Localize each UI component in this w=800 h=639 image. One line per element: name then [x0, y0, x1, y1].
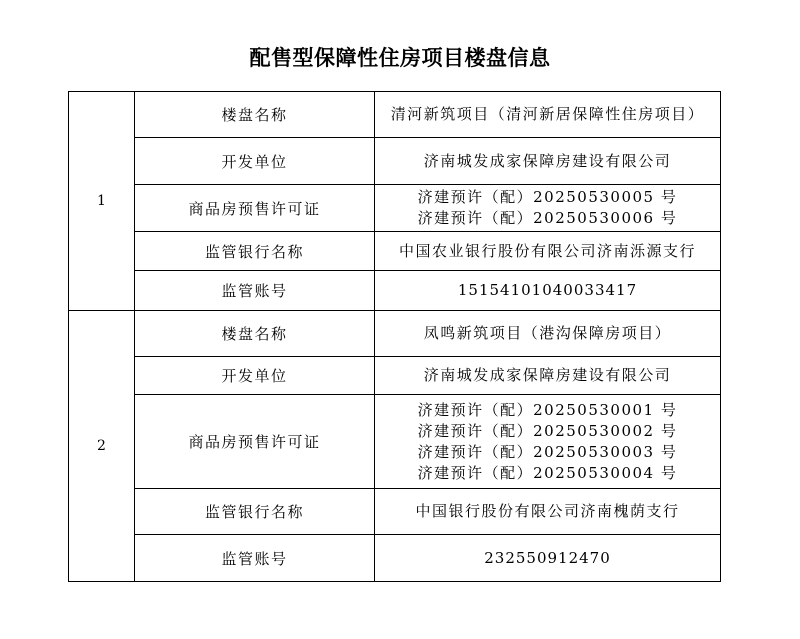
field-value-account: [375, 535, 721, 582]
project-index-cell: 1: [69, 92, 135, 311]
value-line: 济建预许（配）20250530005 号: [417, 188, 678, 206]
value-line: 济建预许（配）20250530004 号: [417, 463, 678, 482]
value-line: 济建预许（配）20250530002 号: [417, 421, 678, 440]
value-line: 232550912470: [484, 548, 611, 567]
field-value-building-name: [375, 311, 721, 357]
field-value-developer: [375, 138, 721, 185]
field-value-presale-permit: [375, 395, 721, 489]
field-value-account: [375, 271, 721, 311]
project-info-table: [68, 91, 721, 582]
field-label-bank-name: 监管银行名称: [135, 489, 375, 535]
table-row: [69, 271, 721, 311]
field-label-developer: 开发单位: [135, 138, 375, 185]
project-index-cell: 2: [69, 311, 135, 582]
table-row: [69, 535, 721, 582]
table-row: [69, 138, 721, 185]
field-label-presale-permit: 商品房预售许可证: [135, 185, 375, 232]
field-label-bank-name: 监管银行名称: [135, 232, 375, 271]
field-label-presale-permit: 商品房预售许可证: [135, 395, 375, 489]
table-row: [69, 357, 721, 395]
field-value-bank-name: [375, 489, 721, 535]
value-line: 中国银行股份有限公司济南槐荫支行: [415, 502, 680, 520]
table-row: [69, 395, 721, 489]
value-line: 济建预许（配）20250530003 号: [417, 442, 678, 461]
value-line: 清河新筑项目（清河新居保障性住房项目）: [390, 105, 705, 123]
field-value-building-name: [375, 92, 721, 138]
field-value-presale-permit: [375, 185, 721, 232]
table-row: [69, 489, 721, 535]
table-row: [69, 232, 721, 271]
value-line: 济南城发成家保障房建设有限公司: [423, 151, 672, 170]
table-row: [69, 311, 721, 357]
value-line: 济南城发成家保障房建设有限公司: [423, 366, 672, 384]
value-line: 15154101040033417: [457, 281, 638, 299]
field-label-building-name: 楼盘名称: [135, 92, 375, 138]
value-line: 中国农业银行股份有限公司济南泺源支行: [398, 241, 696, 260]
field-label-account: 监管账号: [135, 271, 375, 311]
field-label-account: 监管账号: [135, 535, 375, 582]
value-line: 济建预许（配）20250530001 号: [417, 400, 678, 419]
value-line: 凤鸣新筑项目（港沟保障房项目）: [423, 324, 672, 342]
page-title: 配售型保障性住房项目楼盘信息: [249, 46, 551, 70]
field-label-building-name: 楼盘名称: [135, 311, 375, 357]
field-value-bank-name: [375, 232, 721, 271]
field-value-developer: [375, 357, 721, 395]
table-row: [69, 185, 721, 232]
field-label-developer: 开发单位: [135, 357, 375, 395]
value-line: 济建预许（配）20250530006 号: [417, 209, 678, 227]
table-row: [69, 92, 721, 138]
